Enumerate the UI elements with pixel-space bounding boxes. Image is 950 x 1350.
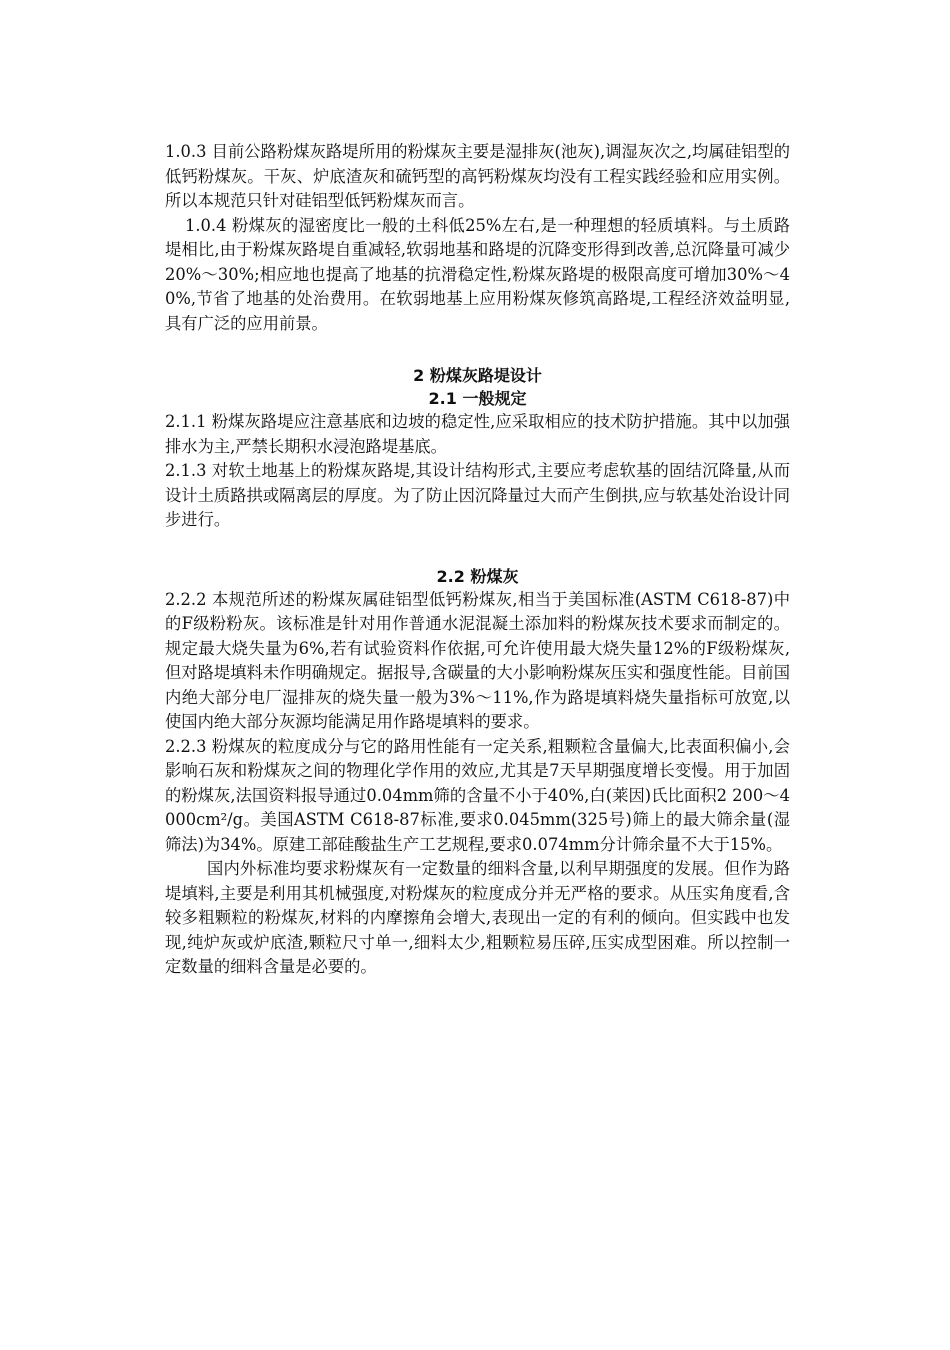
paragraph-2-1-1: 2.1.1 粉煤灰路堤应注意基底和边坡的稳定性,应采取相应的技术防护措施。其中以加强排水为主,严禁长期积水浸泡路堤基底。 [165, 412, 790, 456]
paragraph-1-0-3: 1.0.3 目前公路粉煤灰路堤所用的粉煤灰主要是湿排灰(池灰),调湿灰次之,均属硅铝型的低钙粉煤灰。干灰、炉底渣灰和硫钙型的高钙粉煤灰均没有工程实践经验和应用实例。所以本规范只针对硅铝型低钙粉煤灰而言。 [165, 142, 790, 210]
document-page [165, 140, 790, 980]
paragraph-2-2-3-continued: 国内外标准均要求粉煤灰有一定数量的细料含量,以利早期强度的发展。但作为路堤填料,主要是利用其机械强度,对粉煤灰的粒度成分并无严格的要求。从压实角度看,含较多粗颗粒的粉煤灰,材料的内摩擦角会增大,表现出一定的有利的倾向。但实践中也发现,纯炉灰或炉底渣,颗粒尺寸单一,细料太少,粗颗粒易压碎,压实成型困难。所以控制一定数量的细料含量是必要的。 [165, 859, 790, 976]
paragraph-2-2-2: 2.2.2 本规范所述的粉煤灰属硅铝型低钙粉煤灰,相当于美国标准(ASTM C618-87)中的F级粉粉灰。该标准是针对用作普通水泥混凝土添加料的粉煤灰技术要求而制定的。规定最大烧失量为6%,若有试验资料作依据,可允许使用最大烧失量12%的F级粉煤灰,但对路堤填料未作明确规定。据报导,含碳量的大小影响粉煤灰压实和强度性能。目前国内绝大部分电厂湿排灰的烧失量一般为3%～11%,作为路堤填料烧失量指标可放宽,以使国内绝大部分灰源均能满足用作路堤填料的要求。 [165, 589, 790, 731]
section-2-2-title: 2.2 粉煤灰 [436, 566, 519, 586]
chapter-2-title: 2 粉煤灰路堤设计 [413, 366, 542, 385]
paragraph-2-2-3: 2.2.3 粉煤灰的粒度成分与它的路用性能有一定关系,粗颗粒含量偏大,比表面积偏小,会影响石灰和粉煤灰之间的物理化学作用的效应,尤其是7天早期强度增长变慢。用于加固的粉煤灰,法国资料报导通过0.04mm筛的含量不小于40%,白(莱因)氏比面积2 200～4 000cm²/g。美国ASTM C618-87标准,要求0.045mm(325号)筛上的最大筛余量(湿筛法)为34%。原建工部硅酸盐生产工艺规程,要求0.074mm分计筛余量不大于15%。 [165, 736, 790, 854]
spacer [165, 533, 790, 565]
paragraph-1-0-4: 1.0.4 粉煤灰的湿密度比一般的土科低25%左右,是一种理想的轻质填料。与土质路堤相比,由于粉煤灰路堤自重减轻,软弱地基和路堤的沉降变形得到改善,总沉降量可减少20%～30%;相应地也提高了地基的抗滑稳定性,粉煤灰路堤的极限高度可增加30%～40%,节省了地基的处治费用。在软弱地基上应用粉煤灰修筑高路堤,工程经济效益明显,具有广泛的应用前景。 [165, 215, 790, 333]
spacer [165, 336, 790, 364]
section-2-1-title: 2.1 一般规定 [428, 389, 527, 408]
paragraph-2-1-3: 2.1.3 对软土地基上的粉煤灰路堤,其设计结构形式,主要应考虑软基的固结沉降量,从而设计土质路拱或隔离层的厚度。为了防止因沉降量过大而产生倒拱,应与软基处治设计同步进行。 [165, 461, 790, 529]
